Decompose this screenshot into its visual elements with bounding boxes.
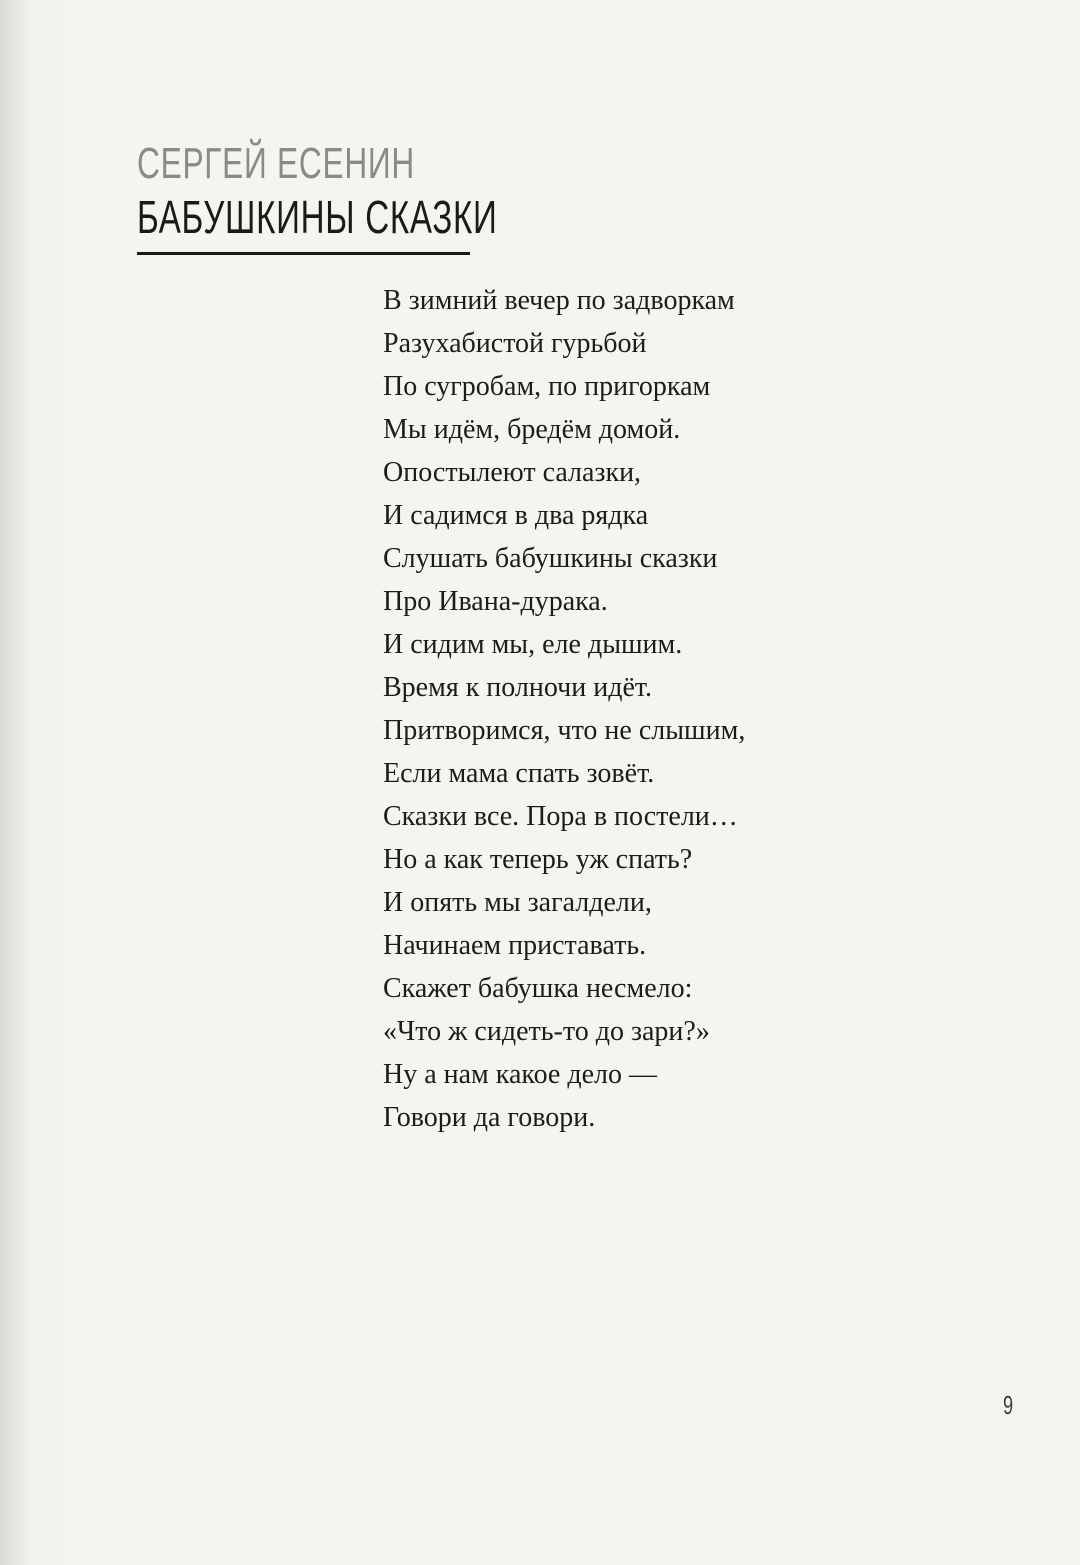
binding-shadow [0, 0, 28, 1565]
poem-line: Притворимся, что не слышим, [383, 715, 746, 746]
poem-title: БАБУШКИНЫ СКАЗКИ [137, 191, 498, 243]
poem-body [383, 279, 745, 1139]
poem-line: Мы идём, бредём домой. [383, 414, 681, 445]
poem-line: И садимся в два рядка [383, 500, 649, 531]
poem-line: И сидим мы, еле дышим. [383, 629, 683, 660]
poem-line: В зимний вечер по задворкам [383, 285, 735, 316]
poem-line: Начинаем приставать. [383, 930, 647, 961]
poem-line: И опять мы загалдели, [383, 887, 652, 918]
poem-line: Сказки все. Пора в постели… [383, 801, 738, 832]
poem-line: По сугробам, по пригоркам [383, 371, 711, 402]
title-underline [137, 252, 470, 255]
poem-line: Ну а нам какое дело — [383, 1059, 657, 1090]
poem-line: Опостылеют салазки, [383, 457, 642, 488]
poem-line: Разухабистой гурьбой [383, 328, 647, 359]
poem-line: Время к полночи идёт. [383, 672, 653, 703]
poem-line: Говори да говори. [383, 1102, 596, 1133]
author-name: СЕРГЕЙ ЕСЕНИН [137, 139, 416, 188]
poem-line: Слушать бабушкины сказки [383, 543, 718, 574]
page-number: 9 [1003, 1390, 1014, 1420]
poem-line: Если мама спать зовёт. [383, 758, 655, 789]
poem-header [137, 140, 638, 242]
poem-line: Скажет бабушка несмело: [383, 973, 693, 1004]
poem-line: Про Ивана-дурака. [383, 586, 608, 617]
poem-line: «Что ж сидеть-то до зари?» [383, 1016, 710, 1047]
poem-line: Но а как теперь уж спать? [383, 844, 693, 875]
